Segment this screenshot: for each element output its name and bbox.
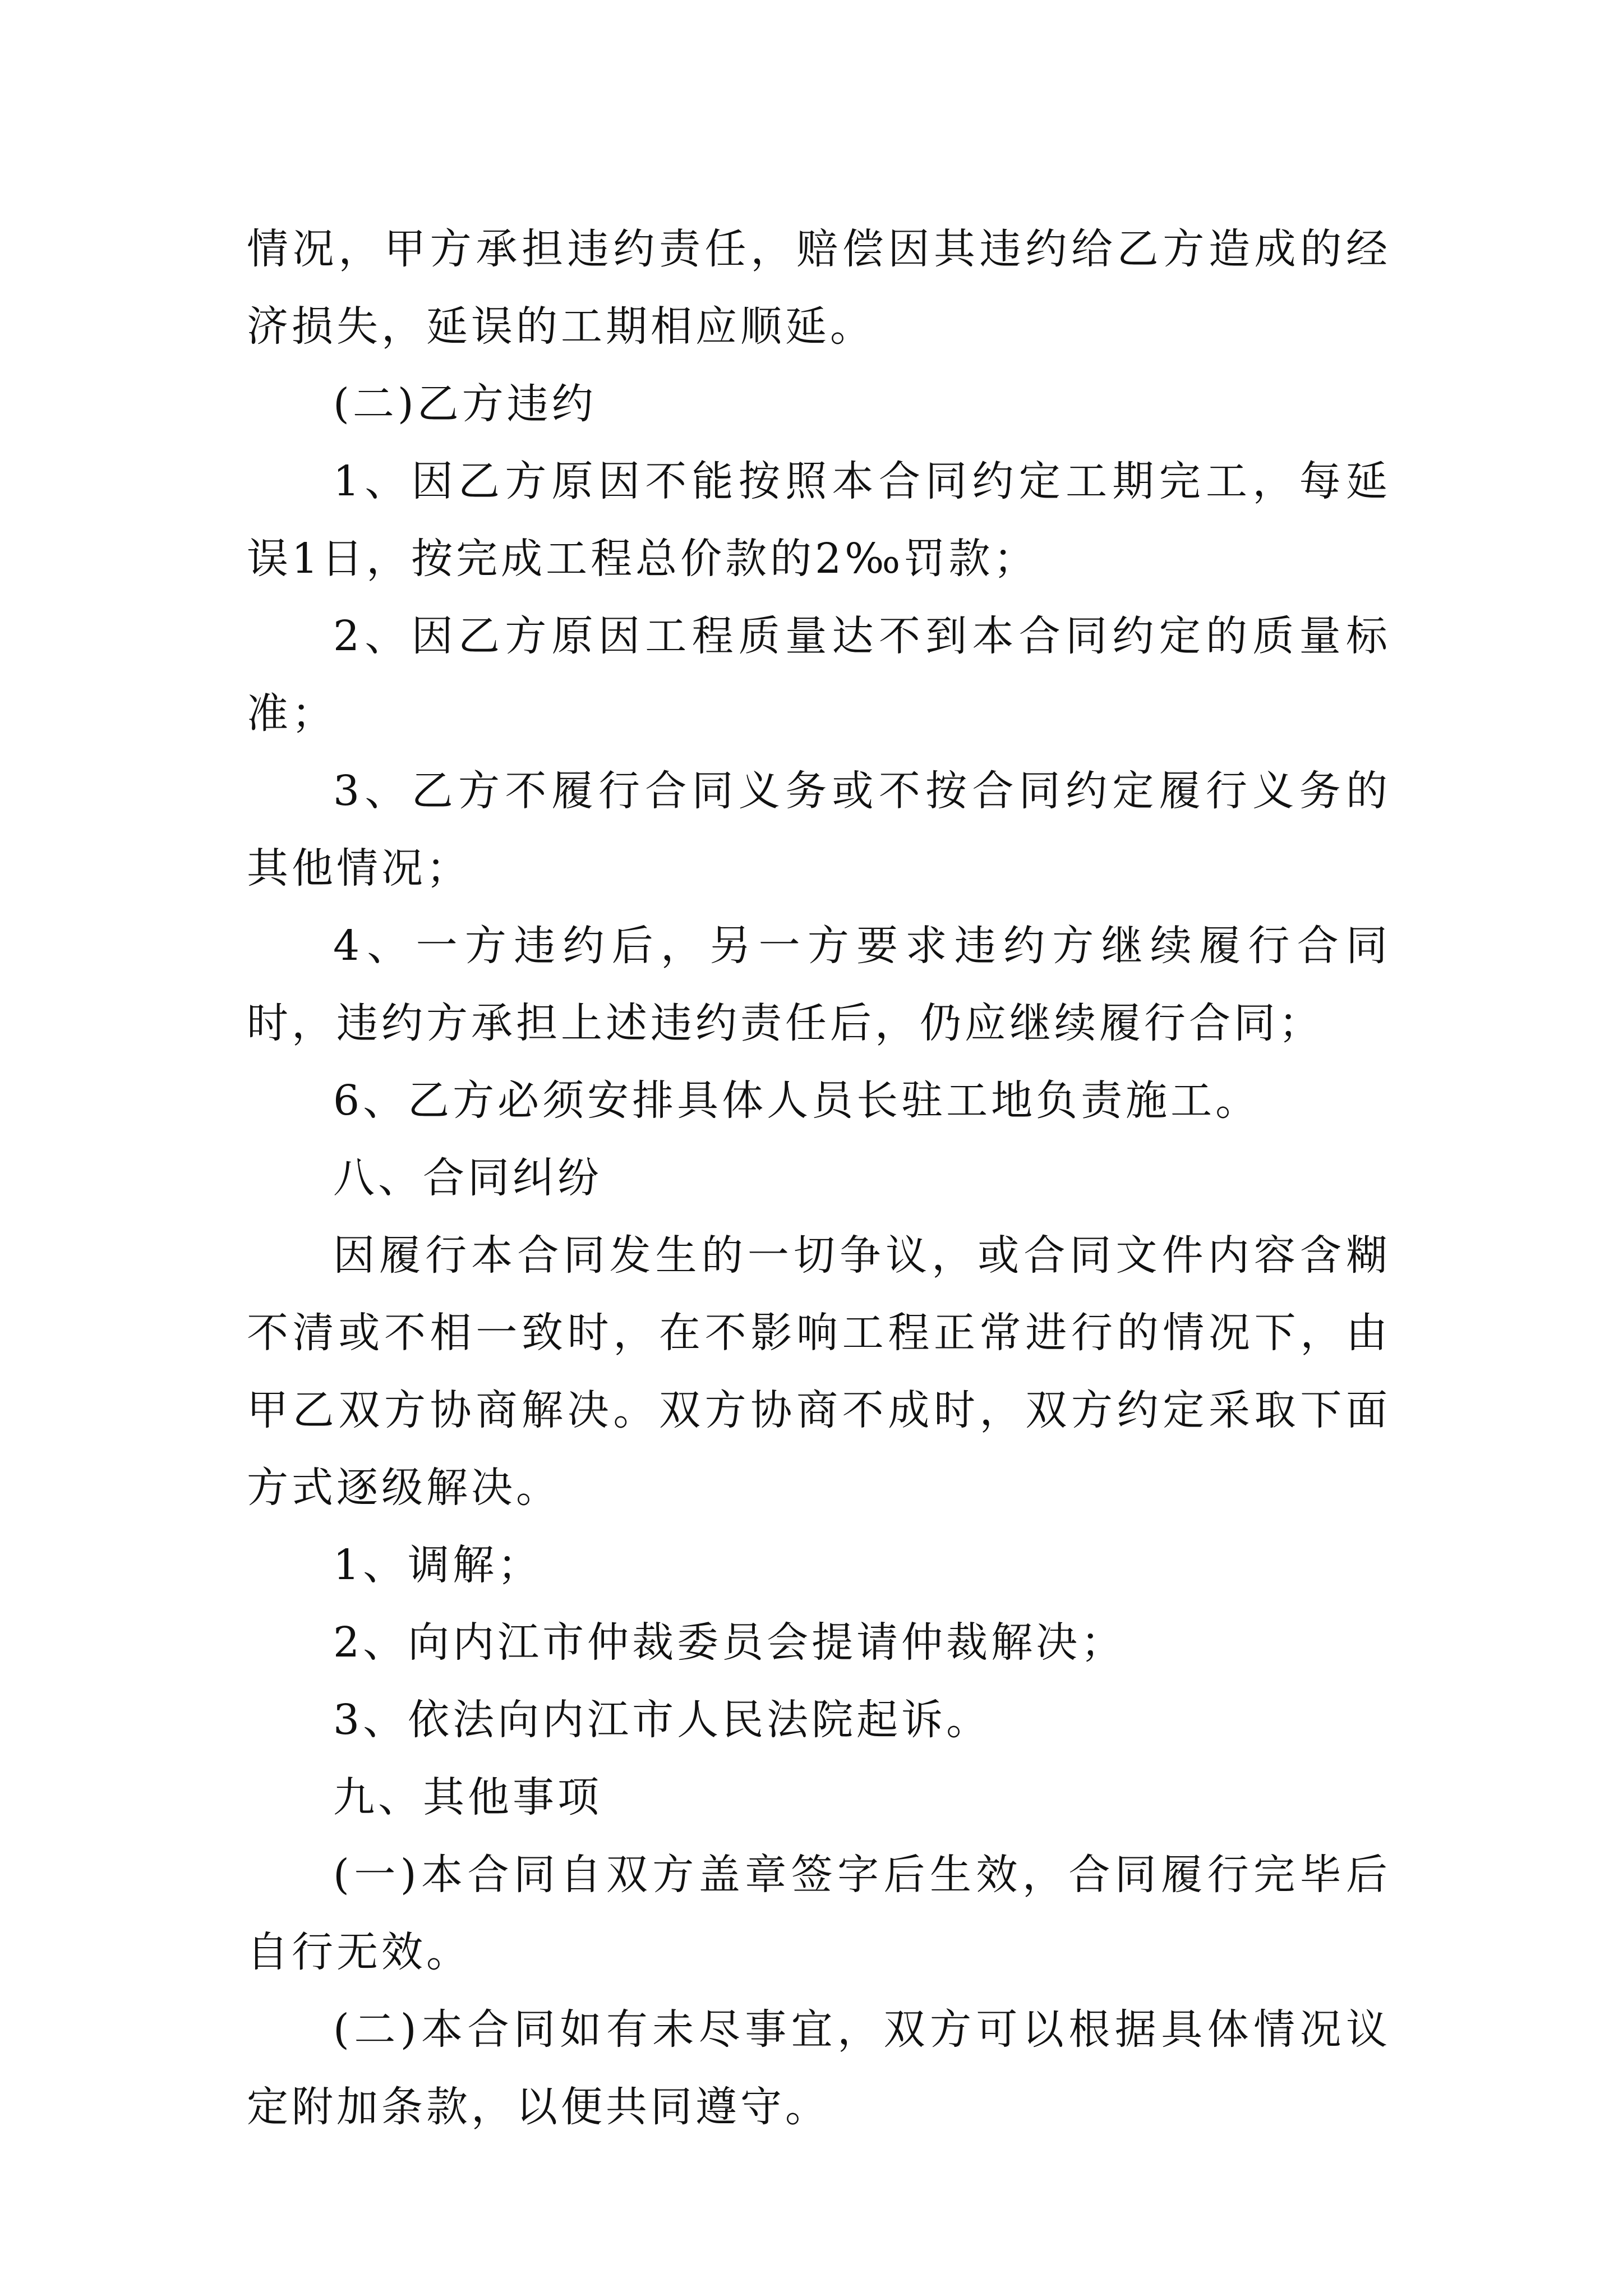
paragraph-supplementary-terms: (二)本合同如有未尽事宜，双方可以根据具体情况议定附加条款，以便共同遵守。 [247, 2005, 1391, 2131]
list-item-mediation: 1、调解； [333, 1541, 543, 1589]
heading-contract-disputes: 八、合同纠纷 [333, 1154, 602, 1202]
paragraph-effective-date: (一)本合同自双方盖章签字后生效，合同履行完毕后自行无效。 [247, 1851, 1391, 1976]
list-item-delay-penalty: 1、因乙方原因不能按照本合同约定工期完工，每延误1日，按完成工程总价款的2‰罚款； [247, 457, 1391, 583]
heading-party-b-breach: (二)乙方违约 [333, 380, 597, 428]
list-item-litigation: 3、依法向内江市人民法院起诉。 [333, 1696, 992, 1744]
paragraph-dispute-resolution: 因履行本合同发生的一切争议，或合同文件内容含糊不清或不相一致时，在不影响工程正常进行的情况下，由甲乙双方协商解决。双方协商不成时，双方约定采取下面方式逐级解决。 [247, 1231, 1391, 1512]
heading-other-matters: 九、其他事项 [333, 1773, 602, 1821]
list-item-nonperformance: 3、乙方不履行合同义务或不按合同约定履行义务的其他情况； [247, 767, 1391, 892]
list-item-quality-standard: 2、因乙方原因工程质量达不到本合同约定的质量标准； [247, 612, 1391, 738]
document-body [247, 210, 1391, 2146]
paragraph-breach-continuation: 情况，甲方承担违约责任，赔偿因其违约给乙方造成的经济损失，延误的工期相应顺延。 [247, 225, 1391, 351]
list-item-continue-performance: 4、一方违约后，另一方要求违约方继续履行合同时，违约方承担上述违约责任后，仍应继续履行合同； [247, 922, 1391, 1047]
list-item-arbitration: 2、向内江市仲裁委员会提请仲裁解决； [333, 1618, 1126, 1667]
list-item-onsite-personnel: 6、乙方必须安排具体人员长驻工地负责施工。 [333, 1076, 1261, 1125]
